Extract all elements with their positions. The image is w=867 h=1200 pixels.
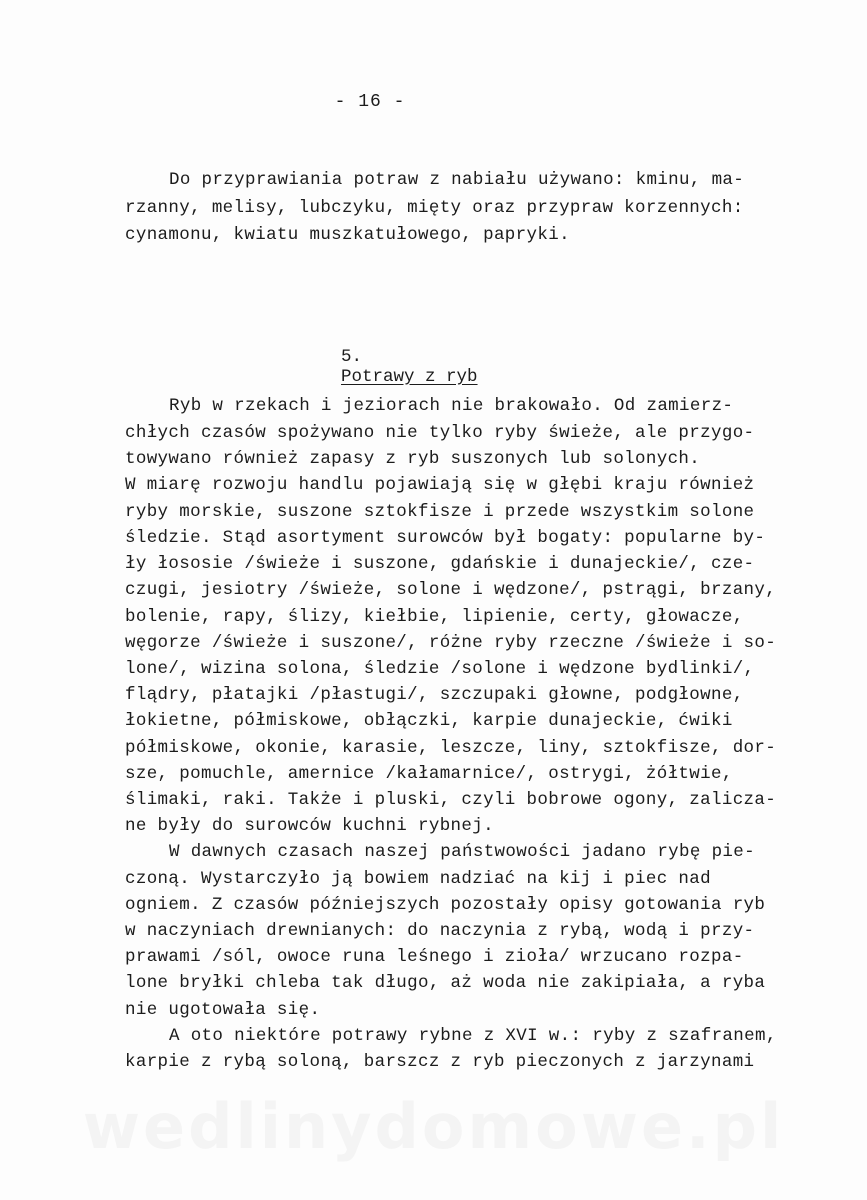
body-line: flądry, płatajki /płastugi/, szczupaki głowne, podgłowne,	[125, 685, 744, 705]
body-line: prawami /sól, owoce runa leśnego i zioła/ wrzucano rozpa-	[125, 947, 744, 967]
body-line: lone/, wizina solona, śledzie /solone i wędzone bydlinki/,	[125, 659, 755, 679]
body-line: ślimaki, raki. Także i pluski, czyli bobrowe ogony, zalicza-	[125, 790, 777, 810]
section-heading	[299, 327, 478, 407]
body-line: lone bryłki chleba tak długo, aż woda nie zakipiała, a ryba	[125, 973, 766, 993]
page-number: - 16 -	[334, 92, 406, 112]
body-line: nie ugotowała się.	[125, 1000, 321, 1020]
intro-line: rzanny, melisy, lubczyku, mięty oraz przypraw korzennych:	[125, 198, 744, 218]
body-line: ły łososie /świeże i suszone, gdańskie i dunajeckie/, cze-	[125, 554, 755, 574]
body-line: chłych czasów spożywano nie tylko ryby świeże, ale przygo-	[125, 423, 755, 443]
body-line: ogniem. Z czasów późniejszych pozostały opisy gotowania ryb	[125, 895, 766, 915]
watermark: wedlinydomowe.pl	[82, 1090, 785, 1163]
body-line: ryby morskie, suszone sztokfisze i przede wszystkim solone	[125, 502, 755, 522]
body-line: półmiskowe, okonie, karasie, leszcze, liny, sztokfisze, dor-	[125, 738, 777, 758]
body-line: ne były do surowców kuchni rybnej.	[125, 816, 494, 836]
body-line: w naczyniach drewnianych: do naczynia z rybą, wodą i przy-	[125, 921, 755, 941]
body-line: towywano również zapasy z ryb suszonych lub solonych.	[125, 449, 701, 469]
body-line: węgorze /świeże i suszone/, różne ryby rzeczne /świeże i so-	[125, 633, 777, 653]
body-line: czugi, jesiotry /świeże, solone i wędzone/, pstrągi, brzany,	[125, 580, 777, 600]
body-line: Ryb w rzekach i jeziorach nie brakowało. Od zamierz-	[169, 396, 734, 416]
body-line: W miarę rozwoju handlu pojawiają się w głębi kraju również	[125, 475, 755, 495]
body-line: karpie z rybą soloną, barszcz z ryb pieczonych z jarzynami	[125, 1052, 755, 1072]
intro-line: cynamonu, kwiatu muszkatułowego, papryki.	[125, 225, 570, 245]
section-number: 5.	[341, 347, 363, 367]
body-line: łokietne, półmiskowe, obłączki, karpie dunajeckie, ćwiki	[125, 711, 733, 731]
body-line: sze, pomuchle, amernice /kałamarnice/, ostrygi, żółtwie,	[125, 764, 733, 784]
section-title: Potrawy z ryb	[341, 367, 478, 387]
body-line: bolenie, rapy, ślizy, kiełbie, lipienie, certy, głowacze,	[125, 607, 744, 627]
body-line: A oto niektóre potrawy rybne z XVI w.: ryby z szafranem,	[169, 1026, 777, 1046]
body-line: śledzie. Stąd asortyment surowców był bogaty: popularne by-	[125, 528, 766, 548]
body-line: czoną. Wystarczyło ją bowiem nadziać na kij i piec nad	[125, 869, 711, 889]
intro-line: Do przyprawiania potraw z nabiału używano: kminu, ma-	[169, 170, 745, 190]
body-line: W dawnych czasach naszej państwowości jadano rybę pie-	[169, 842, 755, 862]
